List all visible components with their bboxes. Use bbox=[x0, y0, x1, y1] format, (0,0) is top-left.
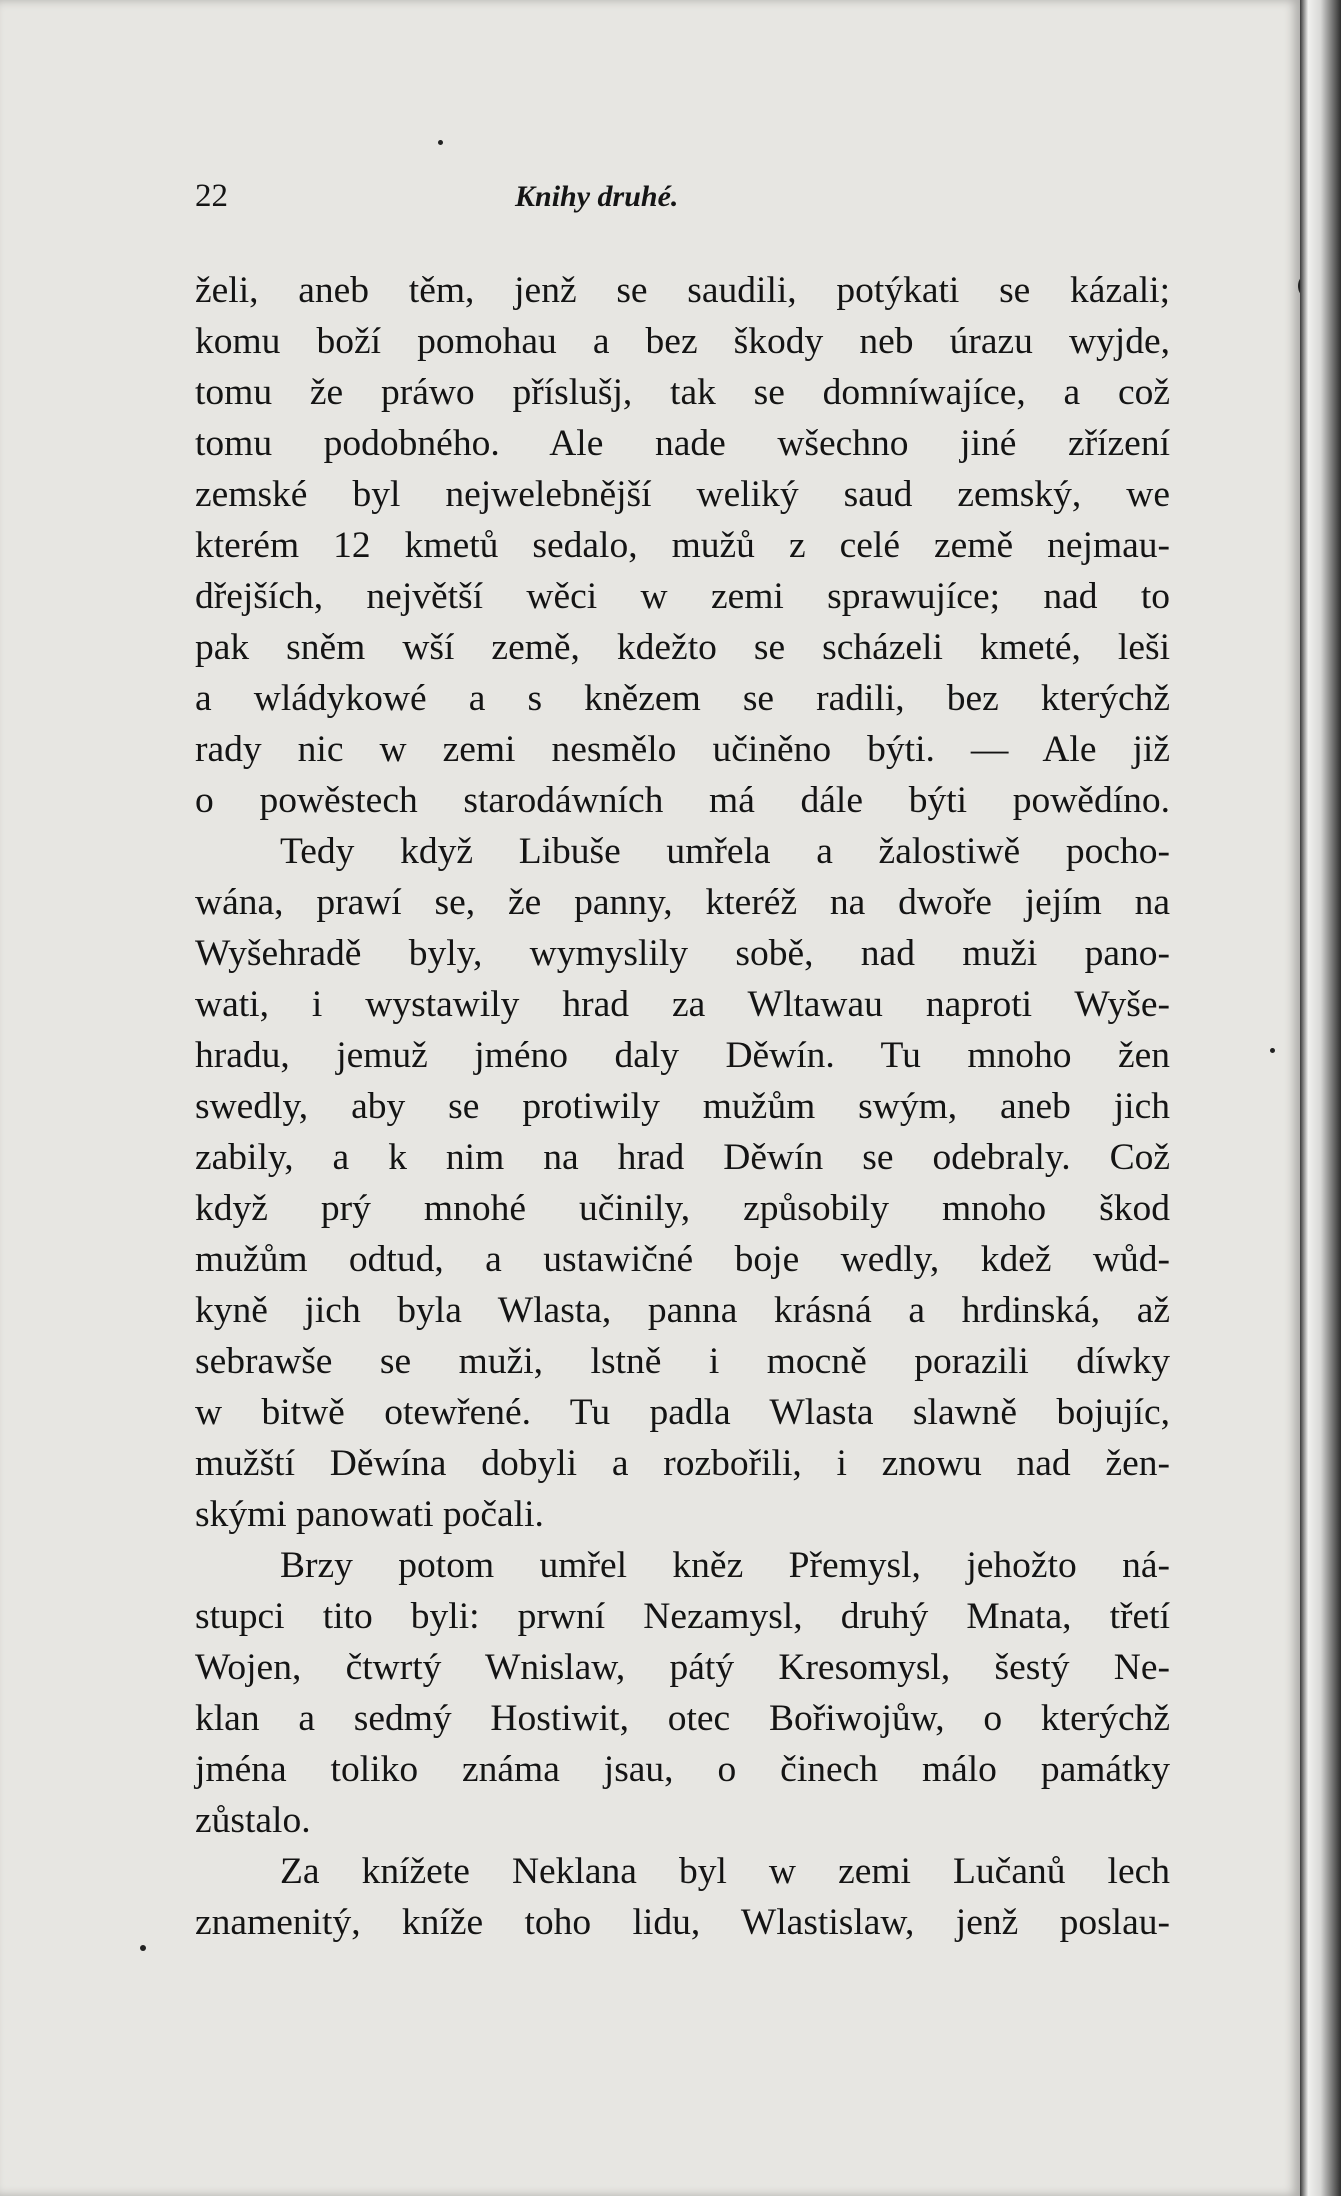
text-line: tomu podobného. Ale nade wšechno jiné zřízení bbox=[195, 423, 1170, 464]
text-line: Brzy potom umřel kněz Přemysl, jehožto ná- bbox=[280, 1545, 1170, 1586]
scan-speck bbox=[438, 140, 443, 145]
text-line: a wládykowé a s knězem se radili, bez kterýchž bbox=[195, 678, 1170, 719]
text-line: stupci tito byli: prwní Nezamysl, druhý Mnata, třetí bbox=[195, 1596, 1170, 1637]
text-line: rady nic w zemi nesmělo učiněno býti. — Ale již bbox=[195, 729, 1170, 770]
text-line: pak sněm wší země, kdežto se scházeli kmeté, leši bbox=[195, 627, 1170, 668]
text-line: wati, i wystawily hrad za Wltawau naproti Wyše- bbox=[195, 984, 1170, 1025]
running-head: Knihy druhé. bbox=[515, 180, 679, 213]
text-line: kyně jich byla Wlasta, panna krásná a hrdinská, až bbox=[195, 1290, 1170, 1331]
text-line: hradu, jemuž jméno daly Děwín. Tu mnoho žen bbox=[195, 1035, 1170, 1076]
text-line: o powěstech starodáwních má dále býti powědíno. bbox=[195, 780, 1170, 821]
text-line: klan a sedmý Hostiwit, otec Bořiwojůw, o kterýchž bbox=[195, 1698, 1170, 1739]
paragraph bbox=[195, 1540, 1170, 1846]
text-line: Wyšehradě byly, wymyslily sobě, nad muži pano- bbox=[195, 933, 1170, 974]
text-line: Za knížete Neklana byl w zemi Lučanů lech bbox=[280, 1851, 1170, 1892]
text-line: mužům odtud, a ustawičné boje wedly, kdež wůd- bbox=[195, 1239, 1170, 1280]
page-number: 22 bbox=[195, 178, 228, 214]
text-line: zemské byl nejwelebnější weliký saud zemský, we bbox=[195, 474, 1170, 515]
paragraph bbox=[195, 826, 1170, 1540]
text-line: skými panowati počali. bbox=[195, 1494, 544, 1535]
text-line: želi, aneb těm, jenž se saudili, potýkati se kázali; bbox=[195, 270, 1170, 311]
text-line: sebrawše se muži, lstně i mocně porazili díwky bbox=[195, 1341, 1170, 1382]
text-line: když prý mnohé učinily, způsobily mnoho škod bbox=[195, 1188, 1170, 1229]
book-edge bbox=[1300, 0, 1341, 2196]
scan-speck bbox=[140, 1945, 146, 1951]
text-line: w bitwě otewřené. Tu padla Wlasta slawně bojujíc, bbox=[195, 1392, 1170, 1433]
paragraph bbox=[195, 265, 1170, 826]
body-text bbox=[195, 265, 1170, 1948]
text-line: zůstalo. bbox=[195, 1800, 311, 1841]
text-line: Wojen, čtwrtý Wnislaw, pátý Kresomysl, šestý Ne- bbox=[195, 1647, 1170, 1688]
text-line: komu boží pomohau a bez škody neb úrazu wyjde, bbox=[195, 321, 1170, 362]
text-line: swedly, aby se protiwily mužům swým, aneb jich bbox=[195, 1086, 1170, 1127]
text-line: wána, prawí se, že panny, kteréž na dwoře jejím na bbox=[195, 882, 1170, 923]
text-line: tomu že práwo příslušj, tak se domníwajíce, a což bbox=[195, 372, 1170, 413]
scan-speck bbox=[1270, 1048, 1275, 1053]
page-header bbox=[195, 178, 1170, 228]
text-line: znamenitý, kníže toho lidu, Wlastislaw, jenž poslau- bbox=[195, 1902, 1170, 1943]
text-line: kterém 12 kmetů sedalo, mužů z celé země nejmau- bbox=[195, 525, 1170, 566]
text-line: dřejších, největší wěci w zemi sprawujíce; nad to bbox=[195, 576, 1170, 617]
text-line: mužští Děwína dobyli a rozbořili, i znowu nad žen- bbox=[195, 1443, 1170, 1484]
text-line: jména toliko známa jsau, o činech málo památky bbox=[195, 1749, 1170, 1790]
text-line: zabily, a k nim na hrad Děwín se odebraly. Což bbox=[195, 1137, 1170, 1178]
paragraph bbox=[195, 1846, 1170, 1948]
text-line: Tedy když Libuše umřela a žalostiwě pocho- bbox=[280, 831, 1170, 872]
